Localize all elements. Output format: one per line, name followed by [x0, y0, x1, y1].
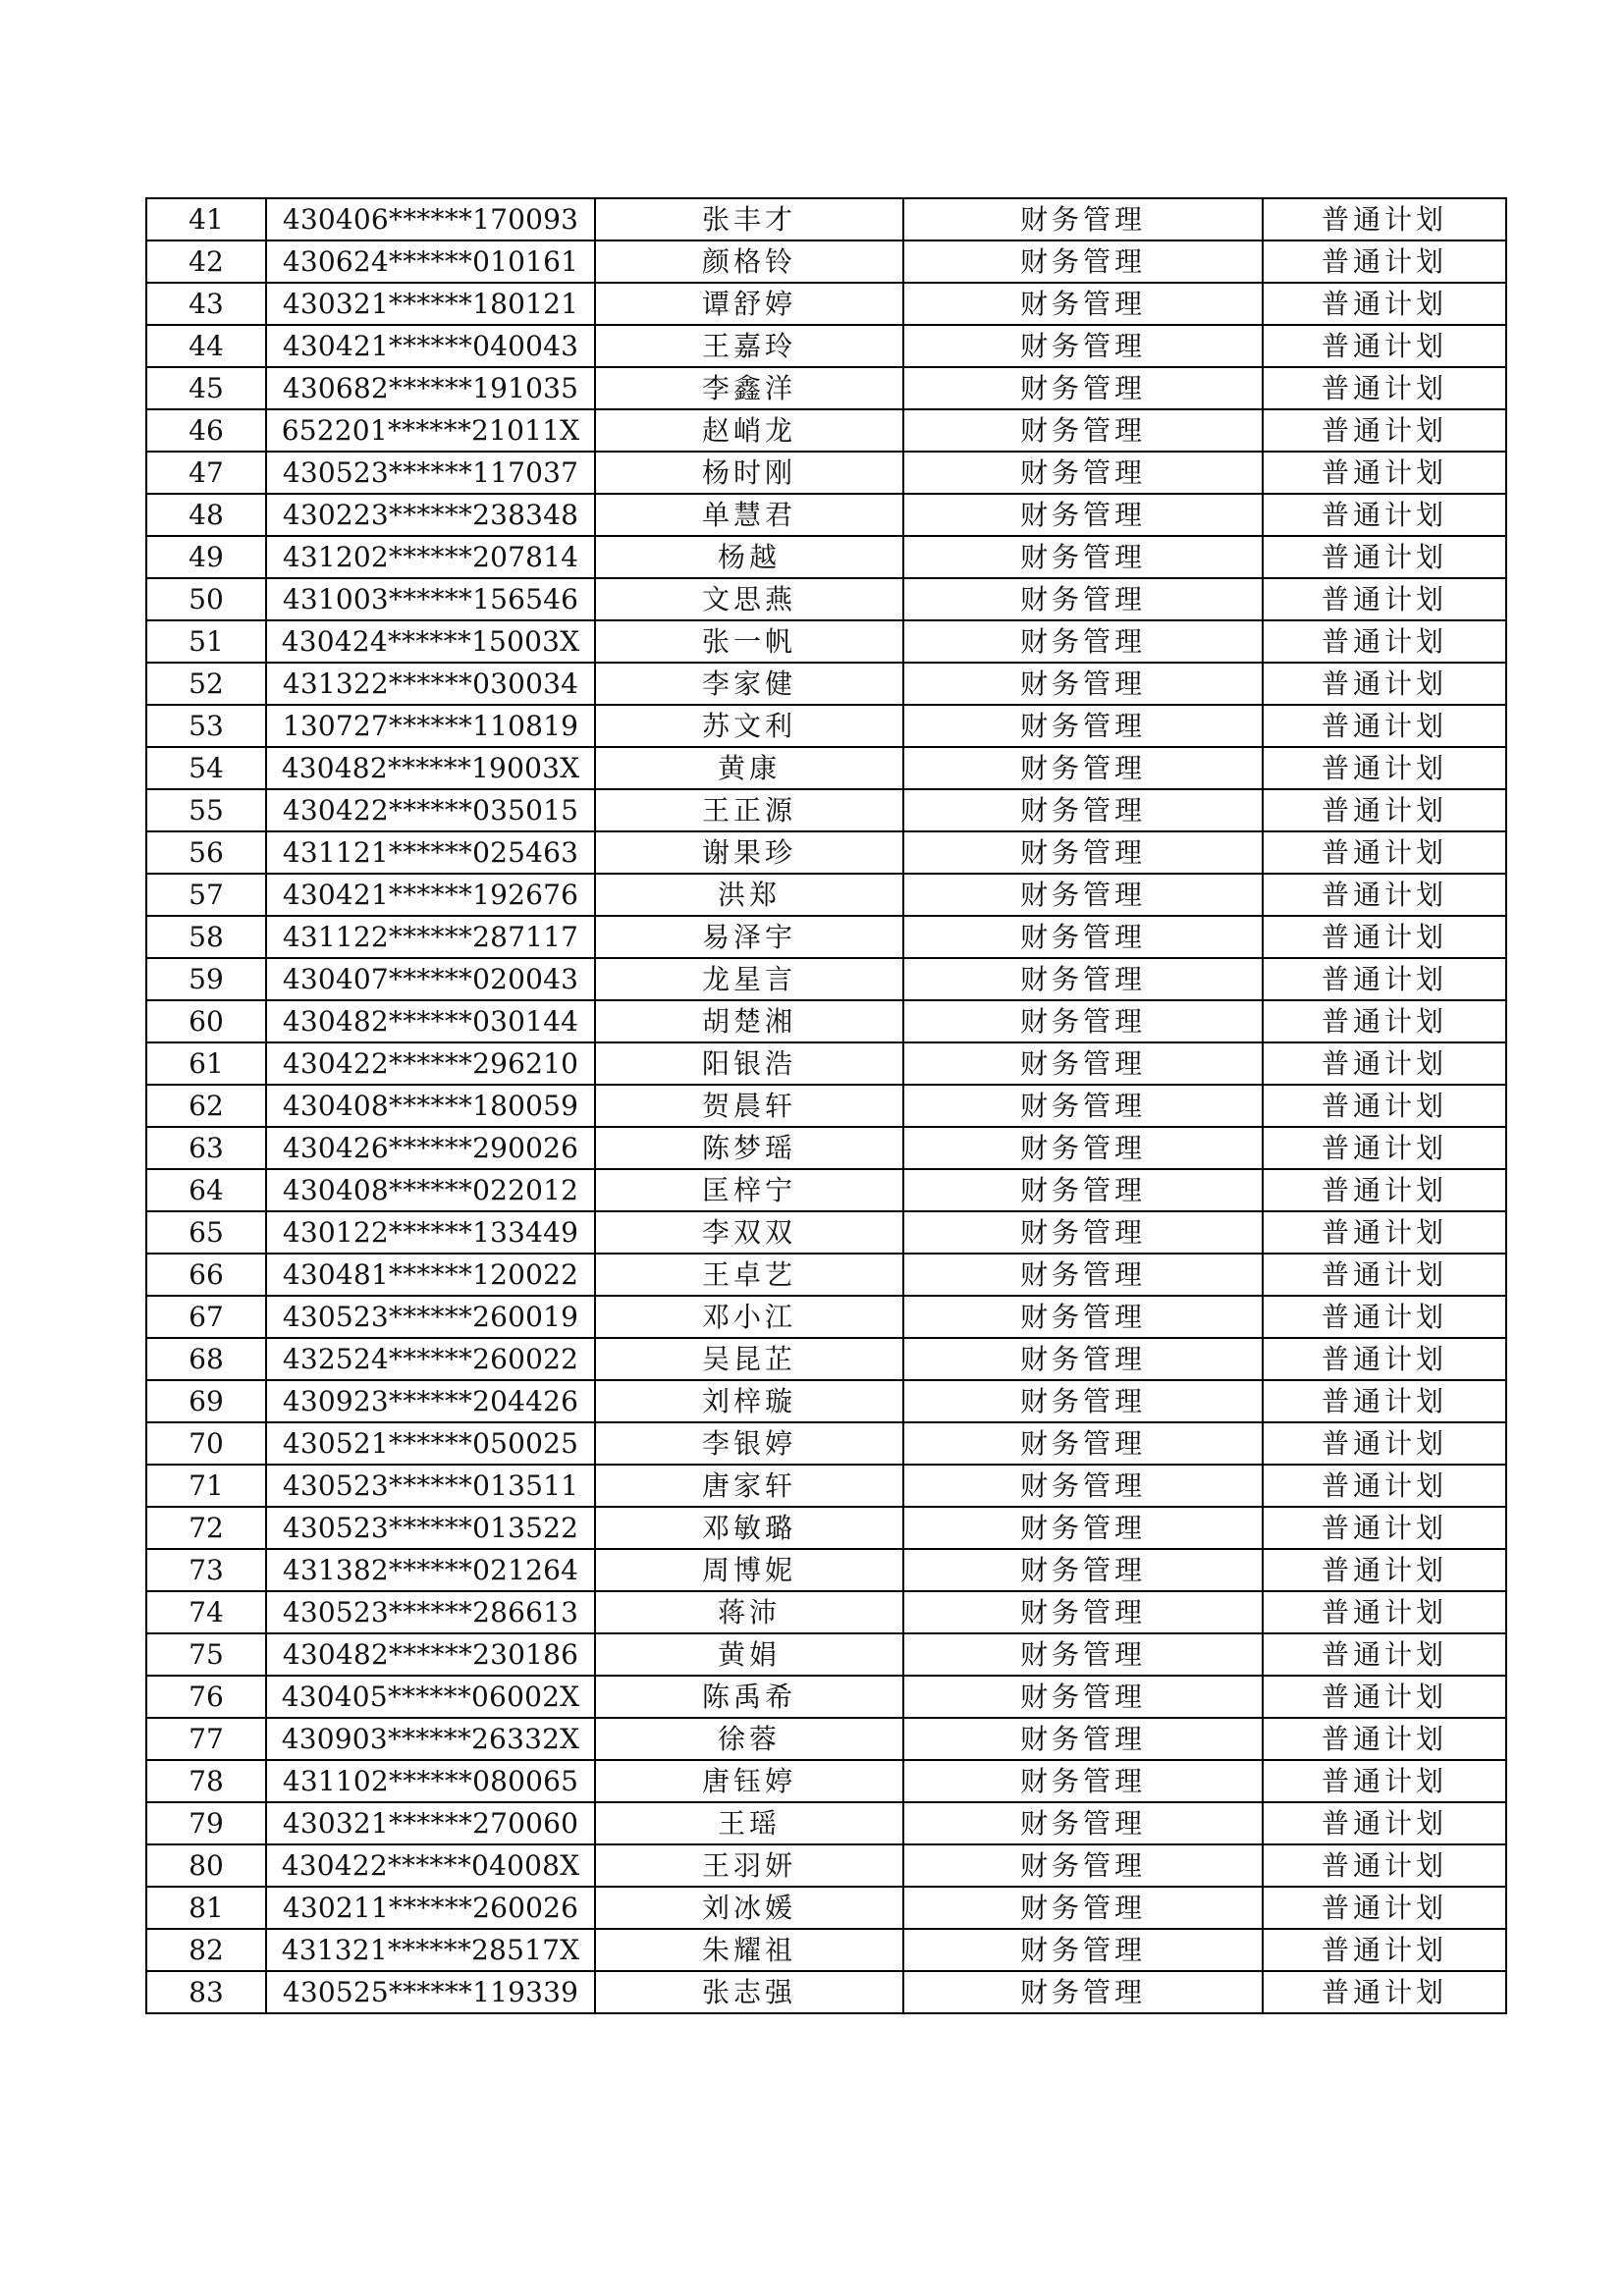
table-row [146, 1296, 1506, 1338]
table-row [146, 789, 1506, 831]
id-number-cell: 430682******191035 [266, 367, 595, 409]
table-row [146, 831, 1506, 874]
student-name-cell: 谭舒婷 [595, 283, 903, 325]
major-cell: 财务管理 [903, 1254, 1263, 1296]
id-number-cell: 430523******286613 [266, 1591, 595, 1633]
table-row [146, 1929, 1506, 1971]
row-number-cell: 52 [146, 663, 266, 705]
major-cell: 财务管理 [903, 1211, 1263, 1254]
major-cell: 财务管理 [903, 705, 1263, 747]
student-name-cell: 苏文利 [595, 705, 903, 747]
enrollment-plan-cell: 普通计划 [1263, 198, 1506, 240]
enrollment-plan-cell: 普通计划 [1263, 240, 1506, 283]
table-row [146, 705, 1506, 747]
major-cell: 财务管理 [903, 1338, 1263, 1380]
table-row [146, 1211, 1506, 1254]
row-number-cell: 44 [146, 325, 266, 367]
enrollment-plan-cell: 普通计划 [1263, 325, 1506, 367]
table-row [146, 283, 1506, 325]
student-name-cell: 刘梓璇 [595, 1380, 903, 1422]
major-cell: 财务管理 [903, 1127, 1263, 1169]
table-row [146, 452, 1506, 494]
major-cell: 财务管理 [903, 409, 1263, 452]
id-number-cell: 430482******030144 [266, 1000, 595, 1042]
major-cell: 财务管理 [903, 536, 1263, 578]
major-cell: 财务管理 [903, 1760, 1263, 1802]
student-name-cell: 张丰才 [595, 198, 903, 240]
row-number-cell: 65 [146, 1211, 266, 1254]
major-cell: 财务管理 [903, 578, 1263, 620]
table-row [146, 1802, 1506, 1844]
major-cell: 财务管理 [903, 1422, 1263, 1465]
student-name-cell: 刘冰媛 [595, 1887, 903, 1929]
table-row [146, 1676, 1506, 1718]
enrollment-plan-cell: 普通计划 [1263, 620, 1506, 663]
row-number-cell: 66 [146, 1254, 266, 1296]
enrollment-plan-cell: 普通计划 [1263, 1211, 1506, 1254]
enrollment-plan-cell: 普通计划 [1263, 663, 1506, 705]
row-number-cell: 68 [146, 1338, 266, 1380]
student-name-cell: 陈梦瑶 [595, 1127, 903, 1169]
id-number-cell: 431102******080065 [266, 1760, 595, 1802]
table-row [146, 1718, 1506, 1760]
row-number-cell: 70 [146, 1422, 266, 1465]
table-row [146, 1549, 1506, 1591]
enrollment-plan-cell: 普通计划 [1263, 1676, 1506, 1718]
row-number-cell: 81 [146, 1887, 266, 1929]
major-cell: 财务管理 [903, 1971, 1263, 2013]
id-number-cell: 430422******296210 [266, 1042, 595, 1085]
row-number-cell: 71 [146, 1465, 266, 1507]
student-name-cell: 李双双 [595, 1211, 903, 1254]
id-number-cell: 430407******020043 [266, 958, 595, 1000]
table-row [146, 1633, 1506, 1676]
row-number-cell: 63 [146, 1127, 266, 1169]
id-number-cell: 652201******21011X [266, 409, 595, 452]
enrollment-plan-cell: 普通计划 [1263, 1929, 1506, 1971]
id-number-cell: 430482******230186 [266, 1633, 595, 1676]
enrollment-plan-cell: 普通计划 [1263, 831, 1506, 874]
student-name-cell: 王瑶 [595, 1802, 903, 1844]
student-roster-table [145, 197, 1507, 2014]
table-row [146, 240, 1506, 283]
roster-table-body [146, 198, 1506, 2013]
student-name-cell: 张一帆 [595, 620, 903, 663]
enrollment-plan-cell: 普通计划 [1263, 578, 1506, 620]
enrollment-plan-cell: 普通计划 [1263, 283, 1506, 325]
student-name-cell: 王卓艺 [595, 1254, 903, 1296]
table-row [146, 1465, 1506, 1507]
id-number-cell: 430408******022012 [266, 1169, 595, 1211]
enrollment-plan-cell: 普通计划 [1263, 1549, 1506, 1591]
row-number-cell: 55 [146, 789, 266, 831]
enrollment-plan-cell: 普通计划 [1263, 1127, 1506, 1169]
major-cell: 财务管理 [903, 620, 1263, 663]
major-cell: 财务管理 [903, 1802, 1263, 1844]
major-cell: 财务管理 [903, 1169, 1263, 1211]
major-cell: 财务管理 [903, 1380, 1263, 1422]
major-cell: 财务管理 [903, 1549, 1263, 1591]
major-cell: 财务管理 [903, 1085, 1263, 1127]
table-row [146, 1338, 1506, 1380]
id-number-cell: 430406******170093 [266, 198, 595, 240]
row-number-cell: 50 [146, 578, 266, 620]
id-number-cell: 430624******010161 [266, 240, 595, 283]
major-cell: 财务管理 [903, 916, 1263, 958]
student-name-cell: 唐家轩 [595, 1465, 903, 1507]
enrollment-plan-cell: 普通计划 [1263, 1000, 1506, 1042]
row-number-cell: 46 [146, 409, 266, 452]
major-cell: 财务管理 [903, 494, 1263, 536]
row-number-cell: 69 [146, 1380, 266, 1422]
id-number-cell: 430408******180059 [266, 1085, 595, 1127]
enrollment-plan-cell: 普通计划 [1263, 1718, 1506, 1760]
row-number-cell: 41 [146, 198, 266, 240]
major-cell: 财务管理 [903, 283, 1263, 325]
id-number-cell: 430525******119339 [266, 1971, 595, 2013]
student-name-cell: 张志强 [595, 1971, 903, 2013]
table-row [146, 874, 1506, 916]
id-number-cell: 432524******260022 [266, 1338, 595, 1380]
id-number-cell: 431321******28517X [266, 1929, 595, 1971]
student-name-cell: 唐钰婷 [595, 1760, 903, 1802]
id-number-cell: 430122******133449 [266, 1211, 595, 1254]
id-number-cell: 430482******19003X [266, 747, 595, 789]
student-name-cell: 黄娟 [595, 1633, 903, 1676]
enrollment-plan-cell: 普通计划 [1263, 367, 1506, 409]
major-cell: 财务管理 [903, 1844, 1263, 1887]
row-number-cell: 75 [146, 1633, 266, 1676]
enrollment-plan-cell: 普通计划 [1263, 789, 1506, 831]
id-number-cell: 430211******260026 [266, 1887, 595, 1929]
row-number-cell: 51 [146, 620, 266, 663]
major-cell: 财务管理 [903, 1676, 1263, 1718]
table-row [146, 409, 1506, 452]
student-name-cell: 吴昆芷 [595, 1338, 903, 1380]
enrollment-plan-cell: 普通计划 [1263, 1338, 1506, 1380]
row-number-cell: 49 [146, 536, 266, 578]
major-cell: 财务管理 [903, 1718, 1263, 1760]
row-number-cell: 59 [146, 958, 266, 1000]
table-row [146, 747, 1506, 789]
row-number-cell: 42 [146, 240, 266, 283]
id-number-cell: 430424******15003X [266, 620, 595, 663]
student-name-cell: 单慧君 [595, 494, 903, 536]
enrollment-plan-cell: 普通计划 [1263, 536, 1506, 578]
enrollment-plan-cell: 普通计划 [1263, 452, 1506, 494]
student-name-cell: 陈禹希 [595, 1676, 903, 1718]
table-row [146, 1127, 1506, 1169]
student-name-cell: 洪郑 [595, 874, 903, 916]
enrollment-plan-cell: 普通计划 [1263, 958, 1506, 1000]
id-number-cell: 431121******025463 [266, 831, 595, 874]
major-cell: 财务管理 [903, 831, 1263, 874]
id-number-cell: 430405******06002X [266, 1676, 595, 1718]
id-number-cell: 431122******287117 [266, 916, 595, 958]
row-number-cell: 61 [146, 1042, 266, 1085]
enrollment-plan-cell: 普通计划 [1263, 409, 1506, 452]
row-number-cell: 72 [146, 1507, 266, 1549]
id-number-cell: 430523******260019 [266, 1296, 595, 1338]
student-name-cell: 贺晨轩 [595, 1085, 903, 1127]
row-number-cell: 82 [146, 1929, 266, 1971]
row-number-cell: 53 [146, 705, 266, 747]
enrollment-plan-cell: 普通计划 [1263, 494, 1506, 536]
enrollment-plan-cell: 普通计划 [1263, 1760, 1506, 1802]
student-name-cell: 蒋沛 [595, 1591, 903, 1633]
major-cell: 财务管理 [903, 1887, 1263, 1929]
enrollment-plan-cell: 普通计划 [1263, 1169, 1506, 1211]
enrollment-plan-cell: 普通计划 [1263, 1591, 1506, 1633]
student-name-cell: 李家健 [595, 663, 903, 705]
student-name-cell: 阳银浩 [595, 1042, 903, 1085]
major-cell: 财务管理 [903, 367, 1263, 409]
major-cell: 财务管理 [903, 1000, 1263, 1042]
row-number-cell: 76 [146, 1676, 266, 1718]
table-row [146, 325, 1506, 367]
major-cell: 财务管理 [903, 874, 1263, 916]
table-row [146, 1844, 1506, 1887]
major-cell: 财务管理 [903, 1591, 1263, 1633]
row-number-cell: 74 [146, 1591, 266, 1633]
row-number-cell: 62 [146, 1085, 266, 1127]
student-name-cell: 王羽妍 [595, 1844, 903, 1887]
student-name-cell: 易泽宇 [595, 916, 903, 958]
student-name-cell: 朱耀祖 [595, 1929, 903, 1971]
enrollment-plan-cell: 普通计划 [1263, 1296, 1506, 1338]
row-number-cell: 54 [146, 747, 266, 789]
row-number-cell: 48 [146, 494, 266, 536]
row-number-cell: 64 [146, 1169, 266, 1211]
id-number-cell: 430321******180121 [266, 283, 595, 325]
row-number-cell: 79 [146, 1802, 266, 1844]
id-number-cell: 430223******238348 [266, 494, 595, 536]
table-row [146, 1887, 1506, 1929]
table-row [146, 1169, 1506, 1211]
row-number-cell: 58 [146, 916, 266, 958]
table-row [146, 536, 1506, 578]
table-row [146, 1422, 1506, 1465]
table-row [146, 1042, 1506, 1085]
major-cell: 财务管理 [903, 663, 1263, 705]
enrollment-plan-cell: 普通计划 [1263, 1422, 1506, 1465]
major-cell: 财务管理 [903, 958, 1263, 1000]
id-number-cell: 430422******04008X [266, 1844, 595, 1887]
id-number-cell: 130727******110819 [266, 705, 595, 747]
student-name-cell: 黄康 [595, 747, 903, 789]
row-number-cell: 73 [146, 1549, 266, 1591]
enrollment-plan-cell: 普通计划 [1263, 1971, 1506, 2013]
table-row [146, 1254, 1506, 1296]
row-number-cell: 67 [146, 1296, 266, 1338]
id-number-cell: 431382******021264 [266, 1549, 595, 1591]
enrollment-plan-cell: 普通计划 [1263, 1380, 1506, 1422]
table-row [146, 663, 1506, 705]
table-row [146, 958, 1506, 1000]
enrollment-plan-cell: 普通计划 [1263, 1633, 1506, 1676]
enrollment-plan-cell: 普通计划 [1263, 705, 1506, 747]
major-cell: 财务管理 [903, 198, 1263, 240]
student-name-cell: 李鑫洋 [595, 367, 903, 409]
major-cell: 财务管理 [903, 1296, 1263, 1338]
row-number-cell: 78 [146, 1760, 266, 1802]
id-number-cell: 430481******120022 [266, 1254, 595, 1296]
student-name-cell: 文思燕 [595, 578, 903, 620]
id-number-cell: 430426******290026 [266, 1127, 595, 1169]
major-cell: 财务管理 [903, 1507, 1263, 1549]
student-name-cell: 徐蓉 [595, 1718, 903, 1760]
major-cell: 财务管理 [903, 325, 1263, 367]
enrollment-plan-cell: 普通计划 [1263, 1465, 1506, 1507]
major-cell: 财务管理 [903, 1929, 1263, 1971]
major-cell: 财务管理 [903, 1633, 1263, 1676]
enrollment-plan-cell: 普通计划 [1263, 1887, 1506, 1929]
id-number-cell: 430923******204426 [266, 1380, 595, 1422]
table-row [146, 367, 1506, 409]
table-row [146, 1971, 1506, 2013]
student-name-cell: 王正源 [595, 789, 903, 831]
id-number-cell: 430523******013522 [266, 1507, 595, 1549]
student-name-cell: 邓敏璐 [595, 1507, 903, 1549]
id-number-cell: 430521******050025 [266, 1422, 595, 1465]
student-name-cell: 杨越 [595, 536, 903, 578]
row-number-cell: 77 [146, 1718, 266, 1760]
student-name-cell: 邓小江 [595, 1296, 903, 1338]
id-number-cell: 431003******156546 [266, 578, 595, 620]
id-number-cell: 431202******207814 [266, 536, 595, 578]
row-number-cell: 56 [146, 831, 266, 874]
id-number-cell: 430321******270060 [266, 1802, 595, 1844]
id-number-cell: 431322******030034 [266, 663, 595, 705]
student-name-cell: 赵峭龙 [595, 409, 903, 452]
id-number-cell: 430421******192676 [266, 874, 595, 916]
major-cell: 财务管理 [903, 789, 1263, 831]
enrollment-plan-cell: 普通计划 [1263, 1042, 1506, 1085]
student-name-cell: 胡楚湘 [595, 1000, 903, 1042]
id-number-cell: 430523******117037 [266, 452, 595, 494]
enrollment-plan-cell: 普通计划 [1263, 874, 1506, 916]
major-cell: 财务管理 [903, 1042, 1263, 1085]
table-row [146, 1507, 1506, 1549]
enrollment-plan-cell: 普通计划 [1263, 747, 1506, 789]
table-row [146, 1380, 1506, 1422]
table-row [146, 1000, 1506, 1042]
id-number-cell: 430421******040043 [266, 325, 595, 367]
student-name-cell: 李银婷 [595, 1422, 903, 1465]
id-number-cell: 430903******26332X [266, 1718, 595, 1760]
table-row [146, 198, 1506, 240]
table-row [146, 1760, 1506, 1802]
row-number-cell: 60 [146, 1000, 266, 1042]
enrollment-plan-cell: 普通计划 [1263, 1802, 1506, 1844]
row-number-cell: 83 [146, 1971, 266, 2013]
enrollment-plan-cell: 普通计划 [1263, 1844, 1506, 1887]
major-cell: 财务管理 [903, 1465, 1263, 1507]
table-row [146, 494, 1506, 536]
id-number-cell: 430422******035015 [266, 789, 595, 831]
student-name-cell: 匡梓宁 [595, 1169, 903, 1211]
student-name-cell: 谢果珍 [595, 831, 903, 874]
student-name-cell: 杨时刚 [595, 452, 903, 494]
enrollment-plan-cell: 普通计划 [1263, 1085, 1506, 1127]
row-number-cell: 47 [146, 452, 266, 494]
row-number-cell: 57 [146, 874, 266, 916]
major-cell: 财务管理 [903, 747, 1263, 789]
enrollment-plan-cell: 普通计划 [1263, 1507, 1506, 1549]
table-row [146, 620, 1506, 663]
table-row [146, 916, 1506, 958]
major-cell: 财务管理 [903, 452, 1263, 494]
major-cell: 财务管理 [903, 240, 1263, 283]
enrollment-plan-cell: 普通计划 [1263, 1254, 1506, 1296]
table-row [146, 1591, 1506, 1633]
student-name-cell: 王嘉玲 [595, 325, 903, 367]
row-number-cell: 43 [146, 283, 266, 325]
table-row [146, 1085, 1506, 1127]
row-number-cell: 80 [146, 1844, 266, 1887]
enrollment-plan-cell: 普通计划 [1263, 916, 1506, 958]
student-name-cell: 颜格铃 [595, 240, 903, 283]
student-name-cell: 龙星言 [595, 958, 903, 1000]
table-row [146, 578, 1506, 620]
row-number-cell: 45 [146, 367, 266, 409]
student-name-cell: 周博妮 [595, 1549, 903, 1591]
id-number-cell: 430523******013511 [266, 1465, 595, 1507]
